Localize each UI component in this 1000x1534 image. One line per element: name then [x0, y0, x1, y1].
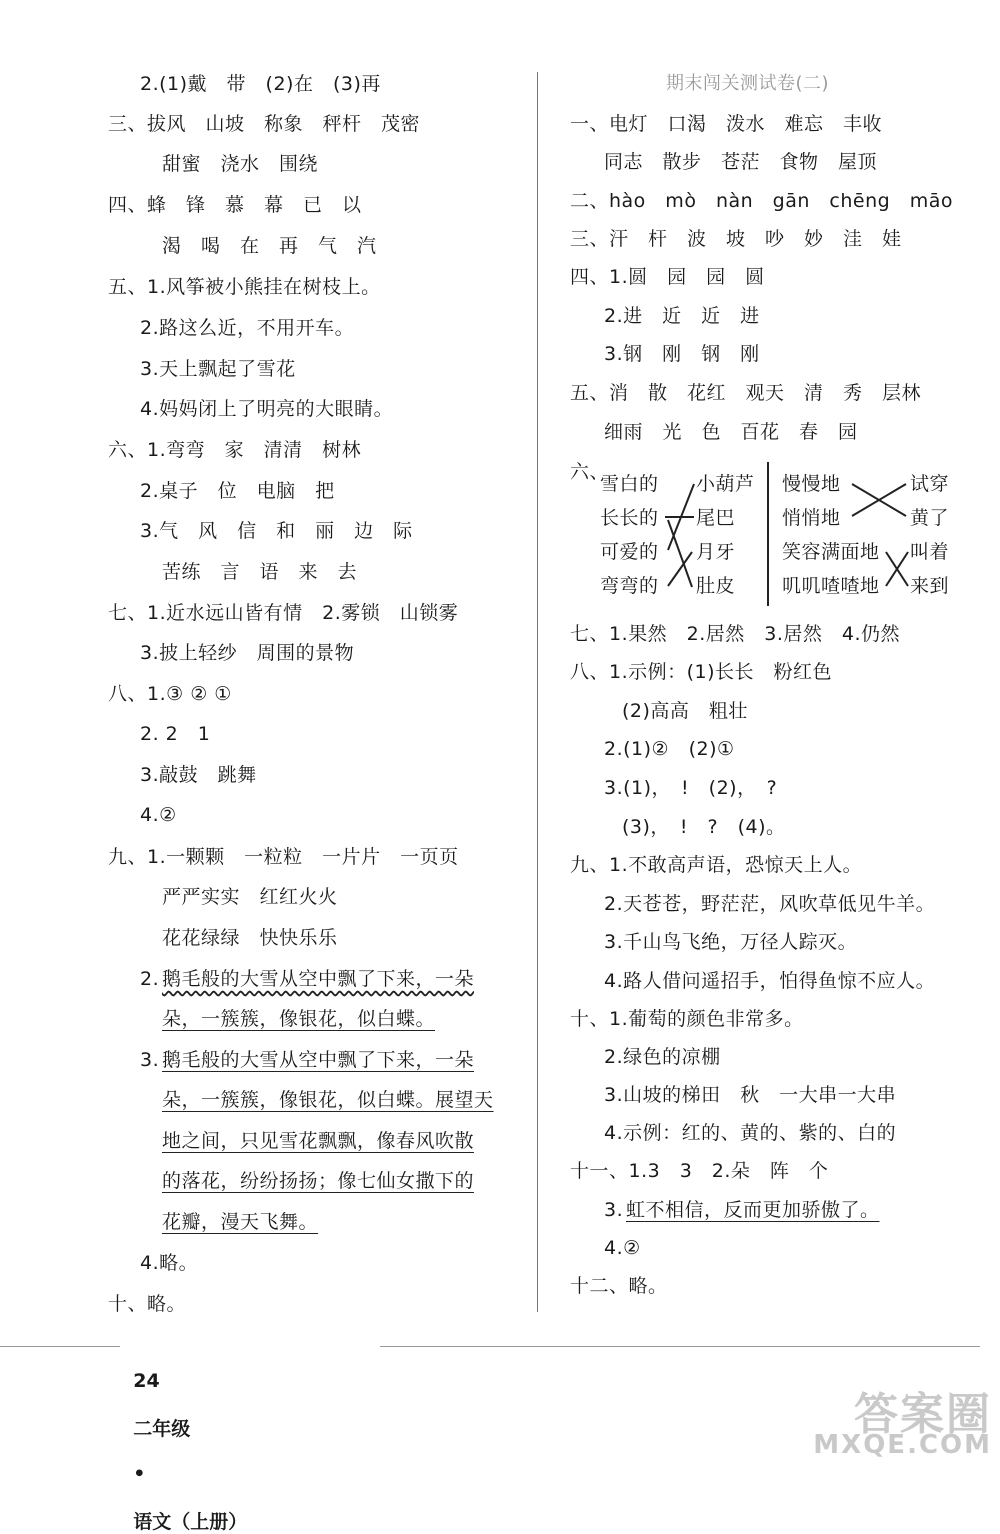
section-four: 四、蜂 锋 慕 幕 已 以: [108, 194, 362, 216]
footer-dot: •: [133, 1463, 146, 1485]
match-word: 悄悄地: [782, 507, 841, 529]
section-seven: 七、1.果然 2.居然 3.居然 4.仍然: [570, 623, 901, 645]
section-two-pinyin: 二、hào mò nàn gān chēng māo: [570, 190, 953, 212]
answer-line: 2.桌子 位 电脑 把: [140, 480, 335, 502]
answer-line: 苦练 言 语 来 去: [162, 561, 358, 583]
match-word: 笑容满面地: [782, 541, 880, 563]
wavy-underlined-answer: 鹅毛般的大雪从空中飘了下来，一朵: [162, 968, 475, 990]
answer-line: (2)高高 粗壮: [622, 700, 748, 722]
match-line: [668, 552, 692, 586]
subject-label: 语文（上册）: [133, 1511, 248, 1533]
match-word: 肚皮: [696, 575, 736, 597]
answer-line: 甜蜜 浇水 围绕: [162, 153, 319, 175]
underlined-answer: 鹅毛般的大雪从空中飘了下来，一朵: [162, 1049, 475, 1071]
section-eleven: 十一、1.3 3 2.朵 阵 个: [570, 1160, 829, 1182]
underlined-answer: 虹不相信，反而更加骄傲了。: [626, 1199, 880, 1221]
underlined-answer: 地之间，只见雪花飘飘，像春风吹散: [162, 1130, 475, 1152]
answer-line: 3.敲鼓 跳舞: [140, 764, 257, 786]
answer-line: 3.气 风 信 和 丽 边 际: [140, 520, 413, 542]
answer-line: 4.略。: [140, 1252, 199, 1274]
section-five: 五、1.风筝被小熊挂在树枝上。: [108, 276, 381, 298]
answer-line: 3.山坡的梯田 秋 一大串一大串: [604, 1084, 897, 1106]
section-nine: 九、1.不敢高声语，恐惊天上人。: [570, 854, 863, 876]
section-ten: 十、1.葡萄的颜色非常多。: [570, 1008, 804, 1030]
answer-line: 2. 2 1: [140, 723, 211, 745]
answer-line: 细雨 光 色 百花 春 园: [604, 421, 858, 443]
match-word: 黄了: [910, 507, 950, 529]
underlined-answer: 花瓣，漫天飞舞。: [162, 1211, 319, 1233]
match-word: 试穿: [910, 473, 950, 495]
match-word: 来到: [910, 575, 950, 597]
section-one: 一、电灯 口渴 泼水 难忘 丰收: [570, 113, 883, 135]
answer-line: 花花绿绿 快快乐乐: [162, 927, 338, 949]
section-five: 五、消 散 花红 观天 清 秀 层林: [570, 382, 922, 404]
answer-number: 3.: [604, 1199, 624, 1221]
test-title: 期末闯关测试卷(二): [666, 73, 830, 94]
footer-rule-right: [380, 1346, 980, 1347]
answer-number: 3.: [140, 1049, 160, 1071]
answer-line: 4.妈妈闭上了明亮的大眼睛。: [140, 398, 394, 420]
answer-line: 4.路人借问遥招手，怕得鱼惊不应人。: [604, 970, 936, 992]
match-word: 叫着: [910, 541, 950, 563]
answer-line: 4.示例：红的、黄的、紫的、白的: [604, 1122, 897, 1144]
answer-line: 3.披上轻纱 周围的景物: [140, 642, 355, 664]
answer-line: 同志 散步 苍茫 食物 屋顶: [604, 151, 878, 173]
section-ten: 十、略。: [108, 1293, 187, 1315]
match-word: 慢慢地: [782, 473, 841, 495]
underlined-answer: 朵，一簇簇，像银花，似白蝶。展望天: [162, 1089, 494, 1111]
section-three: 三、拔风 山坡 称象 秤杆 茂密: [108, 113, 421, 135]
answer-line: 2.天苍苍，野茫茫，风吹草低见牛羊。: [604, 893, 936, 915]
section-six-label: 六、: [570, 461, 610, 483]
footer-rule-left: [0, 1346, 120, 1347]
match-word: 长长的: [600, 507, 659, 529]
answer-line: 渴 喝 在 再 气 汽: [162, 235, 377, 257]
answer-line: 3.天上飘起了雪花: [140, 358, 296, 380]
section-four: 四、1.圆 园 园 圆: [570, 266, 765, 288]
match-word: 叽叽喳喳地: [782, 575, 880, 597]
answer-line: 2.路这么近，不用开车。: [140, 317, 355, 339]
section-three: 三、汗 杆 波 坡 吵 妙 洼 娃: [570, 228, 902, 250]
underlined-answer: 的落花，纷纷扬扬；像七仙女撒下的: [162, 1170, 475, 1192]
answer-line: 2.(1)戴 带 (2)在 (3)再: [140, 73, 381, 95]
section-eight: 八、1.示例：(1)长长 粉红色: [570, 661, 833, 683]
answer-line: 严严实实 红红火火: [162, 886, 338, 908]
match-word: 小葫芦: [696, 473, 755, 495]
section-seven: 七、1.近水远山皆有情 2.雾锁 山锁雾: [108, 602, 459, 624]
answer-line: (3)， ! ? (4)。: [622, 816, 786, 838]
section-nine: 九、1.一颗颗 一粒粒 一片片 一页页: [108, 846, 459, 868]
section-six: 六、1.弯弯 家 清清 树林: [108, 439, 362, 461]
page-number: 24: [133, 1370, 160, 1392]
answer-line: 3.钢 刚 钢 刚: [604, 343, 760, 365]
match-word: 弯弯的: [600, 575, 659, 597]
answer-line: 3.千山鸟飞绝，万径人踪灭。: [604, 931, 858, 953]
section-eight: 八、1.③ ② ①: [108, 683, 232, 705]
answer-line: 2.进 近 近 进: [604, 305, 760, 327]
answer-line: 4.②: [604, 1237, 641, 1259]
answer-number: 2.: [140, 968, 160, 990]
grade-label: 二年级: [133, 1418, 191, 1440]
page-footer: [120, 1348, 247, 1534]
watermark-site: MXQE.COM: [813, 1430, 992, 1460]
match-word: 雪白的: [600, 473, 659, 495]
watermark-brand: 答案圈: [854, 1389, 992, 1440]
answer-line: 4.②: [140, 804, 177, 826]
section-twelve: 十二、略。: [570, 1275, 668, 1297]
answer-line: 2.绿色的凉棚: [604, 1046, 721, 1068]
match-word: 可爱的: [600, 541, 659, 563]
match-word: 月牙: [696, 541, 736, 563]
answer-line: 3.(1)， ! (2)， ?: [604, 777, 778, 799]
answer-line: 2.(1)② (2)①: [604, 738, 735, 760]
match-word: 尾巴: [696, 507, 736, 529]
match-line: [668, 520, 692, 587]
underlined-answer: 朵，一簇簇，像银花，似白蝶。: [162, 1008, 436, 1030]
